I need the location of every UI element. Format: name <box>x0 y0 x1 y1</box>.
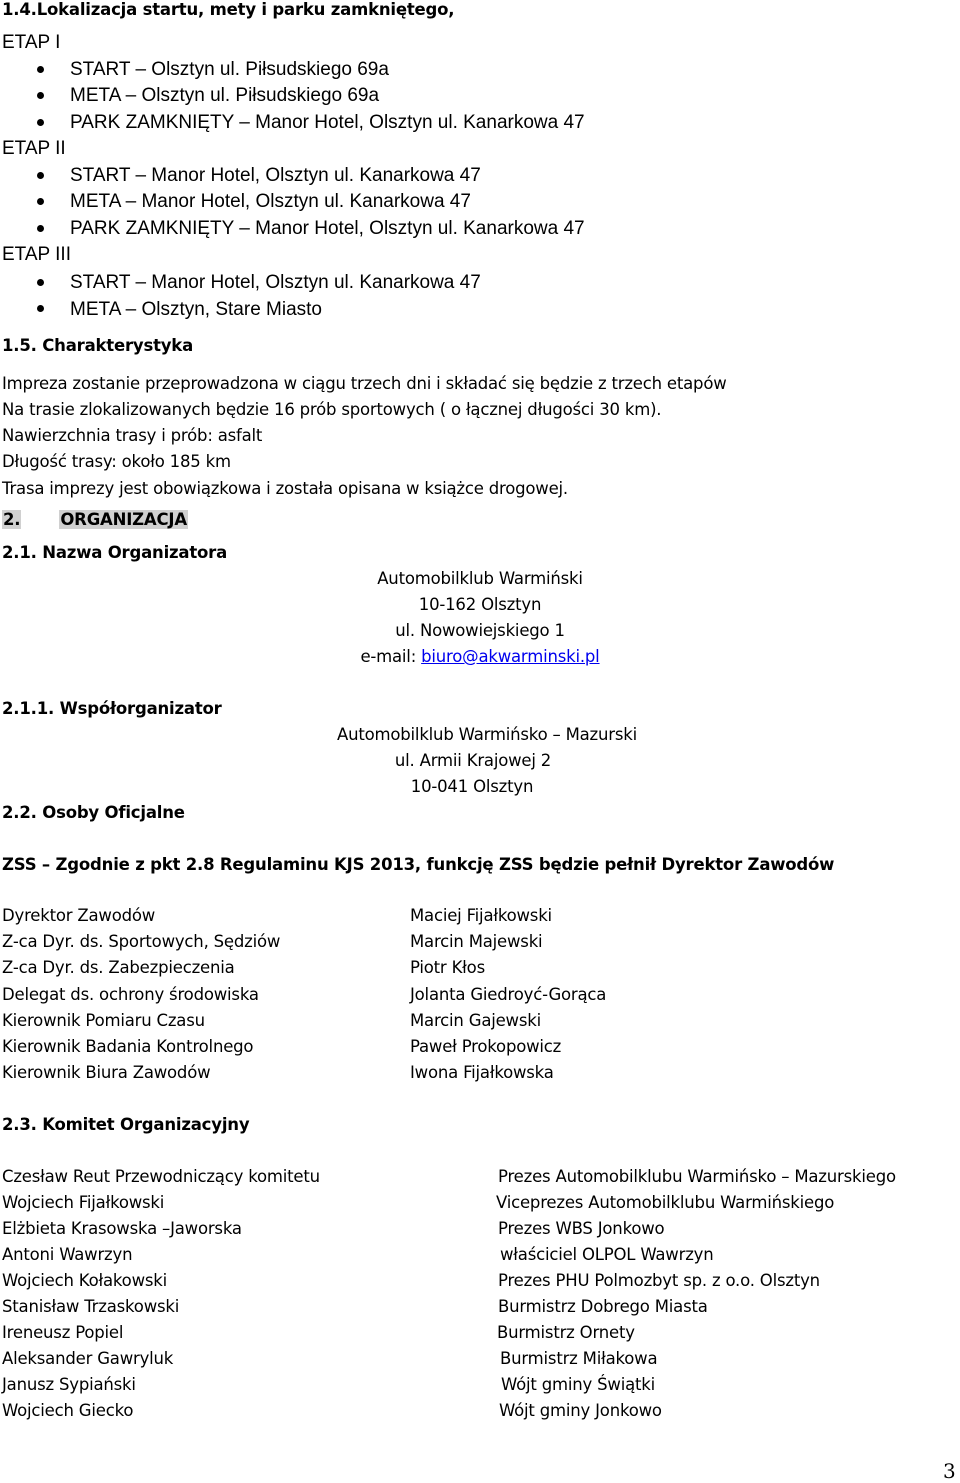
official-role: Z-ca Dyr. ds. Sportowych, Sędziów <box>2 932 281 951</box>
page-number: 3 <box>943 1459 956 1483</box>
section-1-4-title: 1.4.Lokalizacja startu, mety i parku zamkniętego, <box>2 0 455 19</box>
official-name: Paweł Prokopowicz <box>410 1037 562 1056</box>
etap-3-label: ETAP III <box>2 244 71 265</box>
zss-note: ZSS – Zgodnie z pkt 2.8 Regulaminu KJS 2013, funkcję ZSS będzie pełnił Dyrektor Zawodów <box>2 855 835 874</box>
committee-member-name: Czesław Reut Przewodniczący komitetu <box>2 1167 320 1186</box>
email-link[interactable]: biuro@akwarminski.pl <box>421 647 600 666</box>
section-1-5-title: 1.5. Charakterystyka <box>2 336 194 355</box>
bullet-icon <box>37 225 44 232</box>
official-name: Iwona Fijałkowska <box>410 1063 554 1082</box>
section-2-1-1-title: 2.1.1. Współorganizator <box>2 699 222 718</box>
committee-member-role: Viceprezes Automobilklubu Warmińskiego <box>496 1193 835 1212</box>
organizer-email <box>360 649 599 666</box>
etap-1-label: ETAP I <box>2 32 61 53</box>
committee-member-role: Burmistrz Dobrego Miasta <box>498 1297 708 1316</box>
section-2-heading <box>2 512 188 529</box>
list-item: META – Olsztyn, Stare Miasto <box>70 299 323 320</box>
list-item: START – Manor Hotel, Olsztyn ul. Kanarkowa 47 <box>70 165 481 186</box>
email-label: e-mail: <box>360 647 422 666</box>
official-role: Kierownik Biura Zawodów <box>2 1063 211 1082</box>
list-item: START – Manor Hotel, Olsztyn ul. Kanarkowa 47 <box>70 272 481 293</box>
committee-member-name: Stanisław Trzaskowski <box>2 1297 180 1316</box>
coorganizer-postcode: 10-041 Olsztyn <box>410 777 534 796</box>
committee-member-role: właściciel OLPOL Wawrzyn <box>500 1245 714 1264</box>
official-role: Kierownik Pomiaru Czasu <box>2 1011 205 1030</box>
paragraph-line: Na trasie zlokalizowanych będzie 16 prób sportowych ( o łącznej długości 30 km). <box>2 400 662 419</box>
committee-member-role: Prezes Automobilklubu Warmińsko – Mazurskiego <box>498 1167 896 1186</box>
list-item: PARK ZAMKNIĘTY – Manor Hotel, Olsztyn ul. Kanarkowa 47 <box>70 112 585 133</box>
bullet-icon <box>37 305 44 312</box>
bullet-icon <box>37 92 44 99</box>
committee-member-name: Wojciech Fijałkowski <box>2 1193 165 1212</box>
paragraph-line: Długość trasy: około 185 km <box>2 452 231 471</box>
organizer-street: ul. Nowowiejskiego 1 <box>395 621 565 640</box>
official-role: Z-ca Dyr. ds. Zabezpieczenia <box>2 958 235 977</box>
organizer-name: Automobilklub Warmiński <box>377 569 583 588</box>
committee-member-name: Ireneusz Popiel <box>2 1323 124 1342</box>
etap-2-label: ETAP II <box>2 138 66 159</box>
committee-member-name: Janusz Sypiański <box>2 1375 136 1394</box>
official-name: Piotr Kłos <box>410 958 485 977</box>
list-item: META – Olsztyn ul. Piłsudskiego 69a <box>70 85 380 106</box>
section-2-3-title: 2.3. Komitet Organizacyjny <box>2 1115 250 1134</box>
committee-member-role: Burmistrz Miłakowa <box>500 1349 658 1368</box>
paragraph-line: Nawierzchnia trasy i prób: asfalt <box>2 426 263 445</box>
list-item: START – Olsztyn ul. Piłsudskiego 69a <box>70 59 389 80</box>
bullet-icon <box>37 198 44 205</box>
bullet-icon <box>37 172 44 179</box>
official-name: Marcin Gajewski <box>410 1011 541 1030</box>
organizer-postcode: 10-162 Olsztyn <box>418 595 542 614</box>
list-item: META – Manor Hotel, Olsztyn ul. Kanarkowa 47 <box>70 191 471 212</box>
official-name: Jolanta Giedroyć-Gorąca <box>410 985 607 1004</box>
section-2-title: ORGANIZACJA <box>60 510 187 529</box>
official-role: Kierownik Badania Kontrolnego <box>2 1037 254 1056</box>
section-2-2-title: 2.2. Osoby Oficjalne <box>2 803 185 822</box>
committee-member-role: Prezes WBS Jonkowo <box>498 1219 665 1238</box>
official-role: Delegat ds. ochrony środowiska <box>2 985 259 1004</box>
committee-member-name: Elżbieta Krasowska –Jaworska <box>2 1219 242 1238</box>
section-2-number: 2. <box>3 510 21 529</box>
bullet-icon <box>37 279 44 286</box>
committee-member-role: Prezes PHU Polmozbyt sp. z o.o. Olsztyn <box>498 1271 820 1290</box>
section-2-1-title: 2.1. Nazwa Organizatora <box>2 543 228 562</box>
official-name: Maciej Fijałkowski <box>410 906 552 925</box>
committee-member-name: Wojciech Kołakowski <box>2 1271 167 1290</box>
committee-member-role: Burmistrz Ornety <box>497 1323 635 1342</box>
coorganizer-name: Automobilklub Warmińsko – Mazurski <box>337 725 637 744</box>
committee-member-name: Aleksander Gawryluk <box>2 1349 174 1368</box>
committee-member-role: Wójt gminy Świątki <box>501 1375 656 1394</box>
official-name: Marcin Majewski <box>410 932 543 951</box>
official-role: Dyrektor Zawodów <box>2 906 156 925</box>
committee-member-role: Wójt gminy Jonkowo <box>499 1401 662 1420</box>
list-item: PARK ZAMKNIĘTY – Manor Hotel, Olsztyn ul. Kanarkowa 47 <box>70 218 585 239</box>
paragraph-line: Impreza zostanie przeprowadzona w ciągu trzech dni i składać się będzie z trzech etapów <box>2 374 727 393</box>
committee-member-name: Antoni Wawrzyn <box>2 1245 133 1264</box>
paragraph-line: Trasa imprezy jest obowiązkowa i została opisana w książce drogowej. <box>2 479 568 498</box>
committee-member-name: Wojciech Giecko <box>2 1401 134 1420</box>
bullet-icon <box>37 119 44 126</box>
coorganizer-street: ul. Armii Krajowej 2 <box>394 751 552 770</box>
bullet-icon <box>37 66 44 73</box>
